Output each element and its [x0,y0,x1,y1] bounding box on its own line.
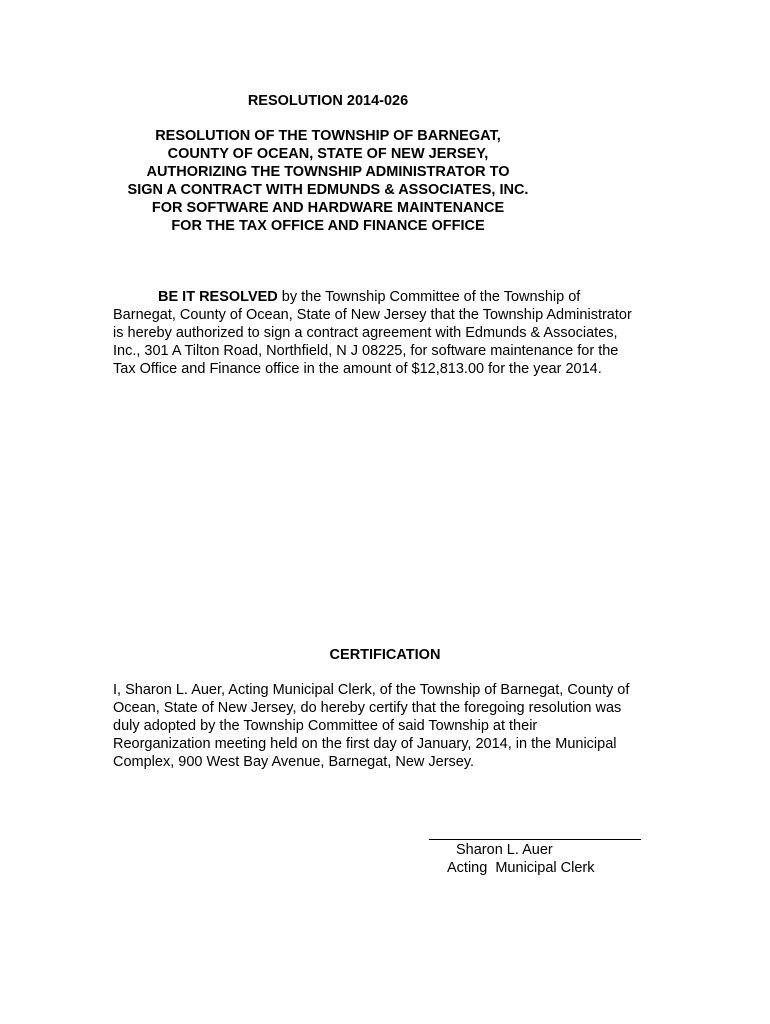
resolution-number: RESOLUTION 2014-026 [247,93,409,109]
body-line: Barnegat, County of Ocean, State of New Jersey that the Township Administrator [113,307,632,323]
title-line: FOR SOFTWARE AND HARDWARE MAINTENANCE [151,200,505,216]
certification-line: Reorganization meeting held on the first day of January, 2014, in the Municipal [113,736,617,752]
certification-line: duly adopted by the Township Committee of said Township at their [113,718,538,734]
certification-line: Ocean, State of New Jersey, do hereby certify that the foregoing resolution was [113,700,622,716]
be-it-resolved-lead: BE IT RESOLVED [158,289,278,305]
body-first-line [113,288,673,306]
certification-line: Complex, 900 West Bay Avenue, Barnegat, New Jersey. [113,754,475,770]
title-line: RESOLUTION OF THE TOWNSHIP OF BARNEGAT, [155,128,501,144]
resolution-body [113,288,673,378]
title-line: COUNTY OF OCEAN, STATE OF NEW JERSEY, [167,146,489,162]
resolution-title [100,127,556,235]
title-line: SIGN A CONTRACT WITH EDMUNDS & ASSOCIATES, INC. [127,182,529,198]
certification-line: I, Sharon L. Auer, Acting Municipal Clerk, of the Township of Barnegat, County of [113,682,630,698]
title-line: AUTHORIZING THE TOWNSHIP ADMINISTRATOR TO [146,164,510,180]
certification-heading: CERTIFICATION [329,647,441,663]
body-line-text: by the Township Committee of the Township of [277,289,581,305]
signer-name: Sharon L. Auer [456,842,553,858]
title-line: FOR THE TAX OFFICE AND FINANCE OFFICE [171,218,485,234]
signature-line [429,839,641,840]
body-line: Tax Office and Finance office in the amount of $12,813.00 for the year 2014. [113,361,602,377]
body-line: is hereby authorized to sign a contract agreement with Edmunds & Associates, [113,325,618,341]
certification-body [113,681,673,771]
signer-title: Acting Municipal Clerk [447,860,595,876]
body-line: Inc., 301 A Tilton Road, Northfield, N J 08225, for software maintenance for the [113,343,619,359]
